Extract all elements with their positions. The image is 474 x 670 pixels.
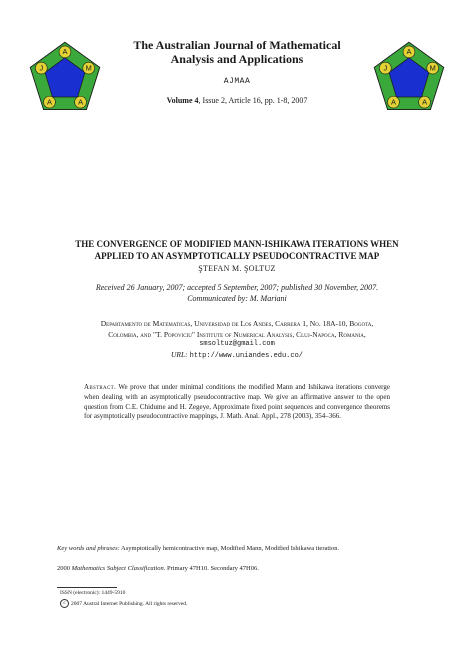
url-label: URL: xyxy=(171,350,188,359)
footnote-rule xyxy=(57,587,117,588)
ajmaa-logo-left xyxy=(28,40,102,114)
copyright-symbol: c xyxy=(60,599,69,608)
journal-title xyxy=(110,38,364,66)
ajmaa-logo-right xyxy=(372,40,446,114)
author-email[interactable]: smsoltuz@gmail.com xyxy=(199,340,275,348)
copyright-line xyxy=(60,599,187,608)
logo-letter: A xyxy=(422,97,428,107)
logo-letter: M xyxy=(85,63,92,73)
journal-title-line: Analysis and Applications xyxy=(170,52,304,66)
copyright-text: 2007 Austral Internet Publishing. All rights reserved. xyxy=(71,600,188,607)
logo-letter: A xyxy=(62,47,68,57)
ajmaa-pentagon-logo xyxy=(28,40,102,114)
msc-year: 2000 xyxy=(57,565,72,572)
volume-issue-line xyxy=(110,96,364,105)
abstract-label: Abstract. xyxy=(84,383,117,391)
logo-letter: A xyxy=(78,97,84,107)
communicated-by: Communicated by: M. Mariani xyxy=(187,294,287,303)
logo-letter: A xyxy=(390,97,396,107)
volume-number: Volume 4 xyxy=(166,96,199,105)
subject-classification xyxy=(57,564,417,573)
paper-title-line: THE CONVERGENCE OF MODIFIED MANN-ISHIKAWA ITERATIONS WHEN xyxy=(75,239,399,249)
journal-title-line: The Australian Journal of Mathematical xyxy=(133,38,341,52)
paper-title-line: APPLIED TO AN ASYMPTOTICALLY PSEUDOCONTRACTIVE MAP xyxy=(94,251,380,261)
received-dates xyxy=(50,282,424,304)
keywords xyxy=(57,544,417,553)
msc-codes: Primary 47H10. Secondary 47H06. xyxy=(165,565,259,572)
author-name: ŞTEFAN M. ŞOLTUZ xyxy=(198,264,276,273)
author-affiliation xyxy=(57,319,417,340)
affiliation-line: Departamento de Matematicas, Universidad de Los Andes, Carrera 1, No. 18A-10, Bogota, xyxy=(100,319,374,328)
logo-letter: J xyxy=(383,63,388,73)
issue-article-pages: , Issue 2, Article 16, pp. 1-8, 2007 xyxy=(198,96,308,105)
logo-letter: A xyxy=(46,97,52,107)
logo-letter: J xyxy=(39,63,44,73)
ajmaa-pentagon-logo xyxy=(372,40,446,114)
issn-line: ISSN (electronic): 1449-5910 xyxy=(60,590,126,596)
paper-title xyxy=(50,238,424,262)
keywords-label: Key words and phrases: xyxy=(57,545,120,552)
msc-label: Mathematics Subject Classification. xyxy=(71,565,166,572)
journal-abbreviation: AJMAA xyxy=(223,77,251,86)
received-line: Received 26 January, 2007; accepted 5 September, 2007; published 30 November, 2007. xyxy=(95,283,379,292)
author-url-link[interactable]: http://www.uniandes.edu.co/ xyxy=(189,352,303,360)
abstract xyxy=(84,383,390,422)
author-url-line xyxy=(57,350,417,360)
logo-letter: M xyxy=(429,63,436,73)
keywords-text: Asymptotically hemicontractive map, Modified Mann, Modified Ishikawa iteration. xyxy=(119,545,340,552)
affiliation-line: Colombia, and "T. Popoviciu" Institute of Numerical Analysis, Cluj-Napoca, Romania, xyxy=(108,329,366,339)
logo-letter: A xyxy=(406,47,412,57)
abstract-text: We prove that under minimal conditions the modified Mann and Ishikawa iterations converge when dealing with an asymptotically pseudocontractive map. We give an affirmative answer to the open question from C.E. Chidume and H. Zegeye, Approximate fixed point sequences and convergence theorems for asymptotically pseudocontractive mappings, J. Math. Anal. Appl., 278 (2003), 354–366. xyxy=(84,383,390,421)
